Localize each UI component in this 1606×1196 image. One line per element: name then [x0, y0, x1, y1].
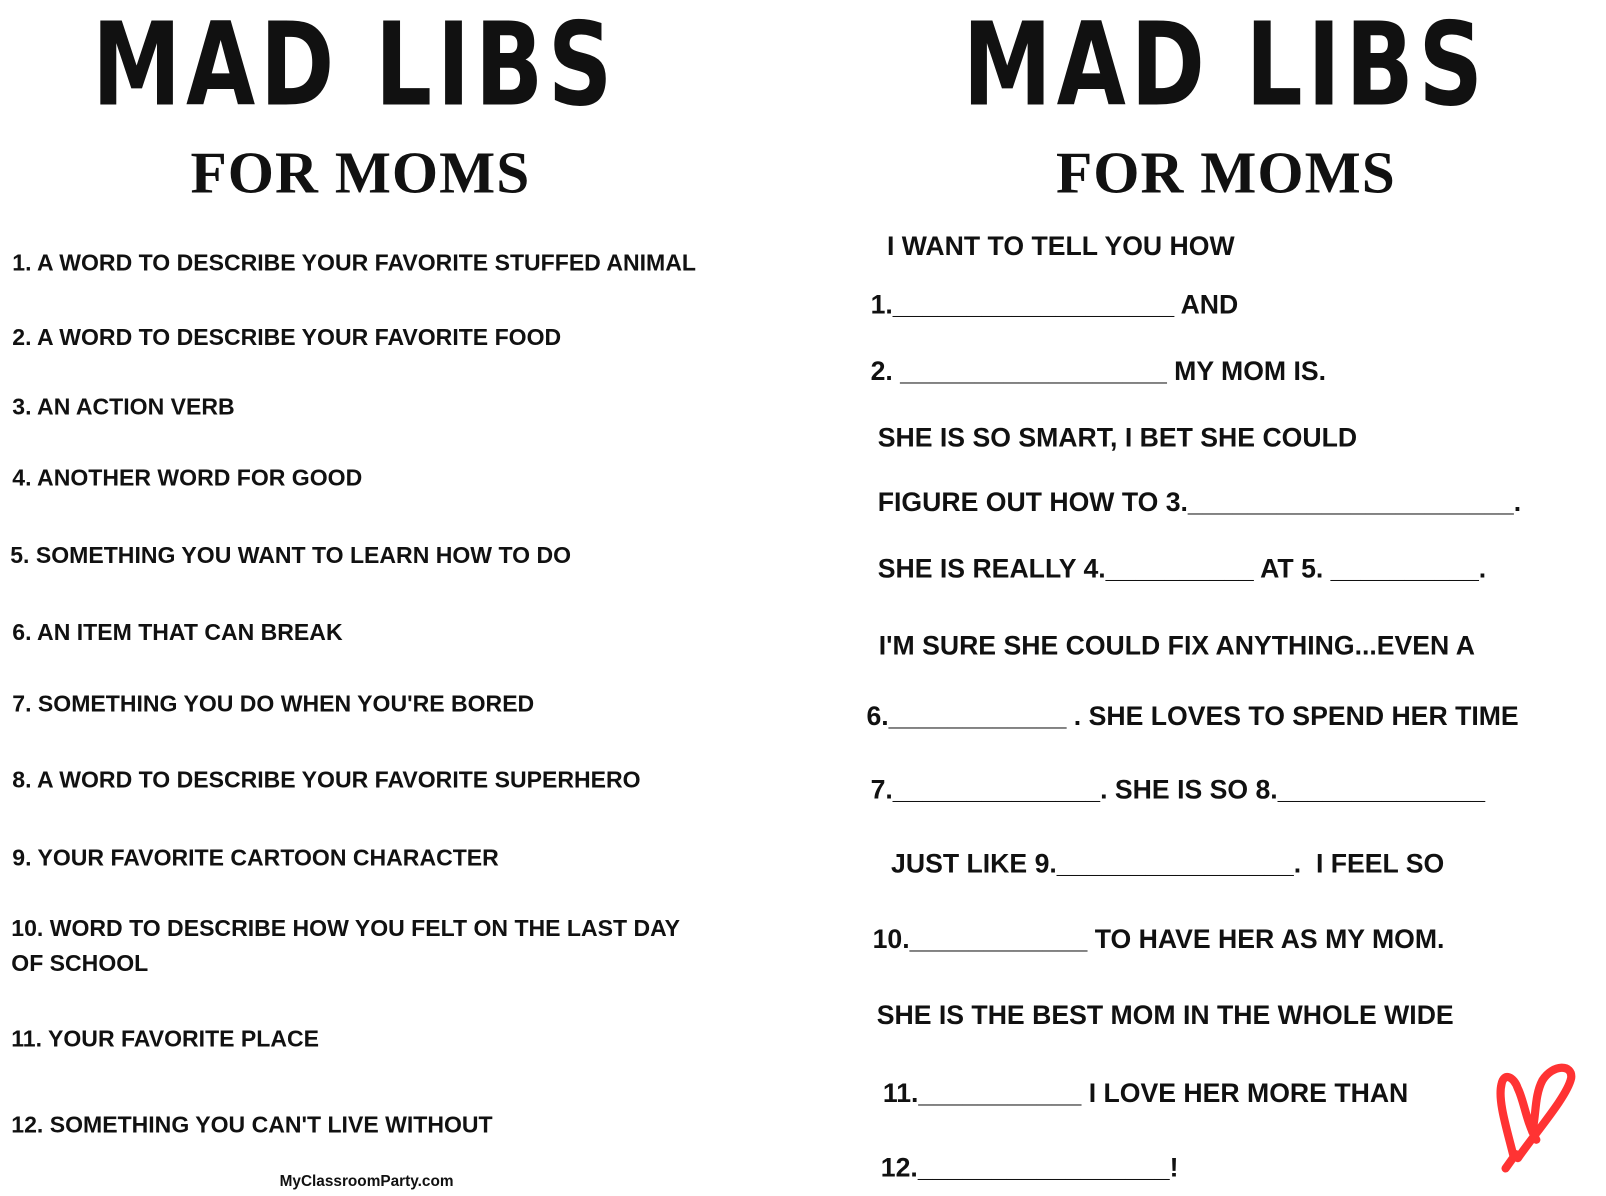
- story-line: 10.____________ TO HAVE HER AS MY MOM.: [872, 923, 1445, 955]
- prompt-item: 11. YOUR FAVORITE PLACE: [11, 1026, 320, 1052]
- story-line: 12._________________!: [880, 1152, 1179, 1183]
- story-line: I WANT TO TELL YOU HOW: [886, 230, 1235, 262]
- title-left: MAD LIBS: [92, 0, 618, 133]
- story-line: SHE IS THE BEST MOM IN THE WHOLE WIDE: [876, 999, 1454, 1031]
- title-right: MAD LIBS: [962, 0, 1488, 133]
- story-line: 1.___________________ AND: [870, 288, 1239, 320]
- heart-icon: [1495, 1060, 1587, 1178]
- subtitle-left: FOR MOMS: [190, 139, 531, 206]
- story-line: SHE IS REALLY 4.__________ AT 5. __________.: [877, 552, 1487, 584]
- prompt-item: 3. AN ACTION VERB: [12, 394, 235, 420]
- story-line: I'M SURE SHE COULD FIX ANYTHING...EVEN A: [878, 629, 1475, 661]
- prompt-item: 5. SOMETHING YOU WANT TO LEARN HOW TO DO: [10, 542, 572, 569]
- prompt-item: 8. A WORD TO DESCRIBE YOUR FAVORITE SUPERHERO: [12, 766, 641, 793]
- story-line: JUST LIKE 9.________________. I FEEL SO: [891, 847, 1445, 879]
- story-line: 2. __________________ MY MOM IS.: [870, 355, 1327, 387]
- story-line: 7.______________. SHE IS SO 8.______________: [870, 774, 1486, 805]
- footer-website: MyClassroomParty.com: [279, 1172, 454, 1190]
- prompt-item: 1. A WORD TO DESCRIBE YOUR FAVORITE STUFFED ANIMAL: [12, 249, 696, 276]
- subtitle-right: FOR MOMS: [1055, 139, 1396, 206]
- prompt-item: 12. SOMETHING YOU CAN'T LIVE WITHOUT: [11, 1112, 493, 1138]
- prompt-item: 7. SOMETHING YOU DO WHEN YOU'RE BORED: [12, 691, 535, 717]
- prompt-item: 6. AN ITEM THAT CAN BREAK: [12, 619, 343, 646]
- story-line: 6.____________ . SHE LOVES TO SPEND HER TIME: [866, 700, 1519, 732]
- prompt-item: 9. YOUR FAVORITE CARTOON CHARACTER: [12, 844, 499, 871]
- prompt-item: 2. A WORD TO DESCRIBE YOUR FAVORITE FOOD: [12, 324, 562, 351]
- prompt-item: 4. ANOTHER WORD FOR GOOD: [12, 464, 363, 491]
- story-line: SHE IS SO SMART, I BET SHE COULD: [877, 421, 1358, 453]
- prompt-item: 10. WORD TO DESCRIBE HOW YOU FELT ON THE LAST DAY OF SCHOOL: [11, 915, 681, 976]
- story-line: FIGURE OUT HOW TO 3.______________________.: [877, 486, 1522, 518]
- story-line: 11.___________ I LOVE HER MORE THAN: [882, 1077, 1409, 1108]
